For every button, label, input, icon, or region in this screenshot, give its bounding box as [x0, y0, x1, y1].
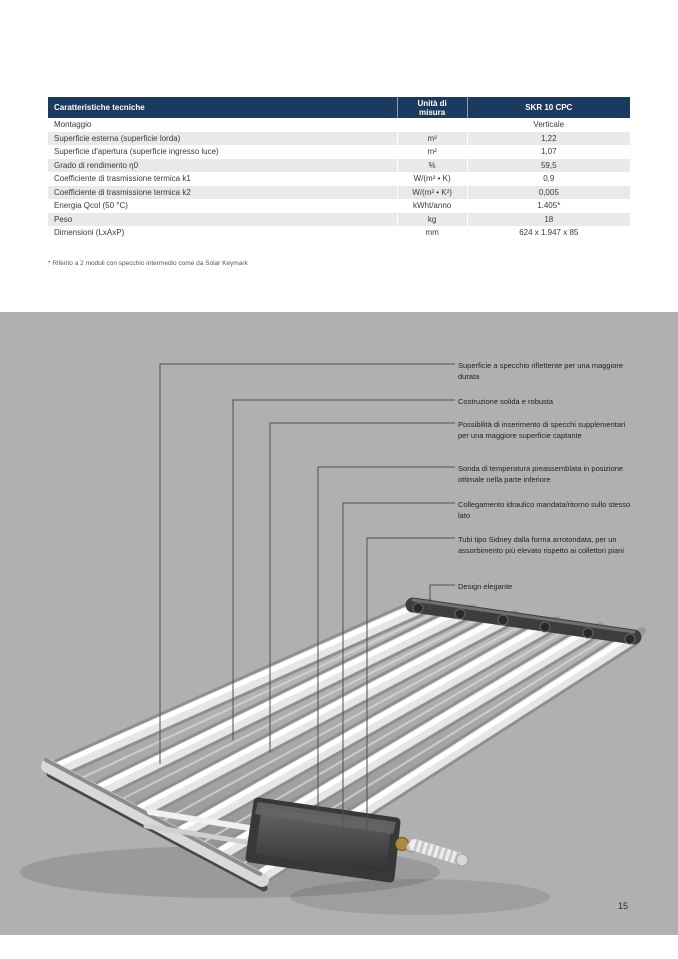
col-header-unita: Unità di misura	[397, 97, 467, 118]
callout-label-solid-construction: Costruzione solida e robusta	[458, 397, 554, 406]
spec-value-cell: 0,005	[467, 186, 630, 200]
callout-label-sidney-tubes: Tubi tipo Sidney dalla forma arrotondata, per un assorbimento più elevato rispetto ai collettori piani	[458, 535, 624, 556]
spec-table-section	[48, 97, 630, 240]
spec-value-cell: 624 x 1.947 x 85	[467, 226, 630, 240]
spec-label-cell: Superficie esterna (superficie lorda)	[54, 133, 181, 143]
spec-unit-cell: W/(m² • K²)	[397, 186, 467, 200]
page-number: 15	[617, 901, 628, 911]
callout-label-extra-mirrors: Possibilità di inserimento di specchi supplementari per una maggiore superficie captante	[458, 420, 626, 441]
spec-label-cell: Coefficiente di trasmissione termica k1	[54, 174, 191, 184]
spec-value-cell: 1,07	[467, 145, 630, 159]
table-row	[48, 118, 630, 132]
spec-value-cell: 1.405*	[467, 199, 630, 213]
spec-unit-cell: m²	[397, 132, 467, 146]
callout-label-mirror-surface: Superficie a specchio riflettente per una maggiore durata	[458, 361, 624, 382]
spec-table	[48, 97, 630, 240]
footnote: * Riferito a 2 moduli con specchio intermedio come da Solar Keymark	[48, 260, 248, 267]
spec-label-cell: Montaggio	[54, 120, 92, 130]
callout-label-hydraulic-connection: Collegamento idraulico mandata/ritorno sullo stesso lato	[458, 500, 631, 521]
spec-unit-cell: mm	[397, 226, 467, 240]
spec-unit-cell: kg	[397, 213, 467, 227]
table-row	[48, 199, 630, 213]
product-illustration-section	[0, 312, 678, 935]
spec-value-cell: 18	[467, 213, 630, 227]
table-row	[48, 213, 630, 227]
spec-label-cell: Peso	[54, 214, 73, 224]
callout-label-elegant-design: Design elegante	[458, 582, 513, 591]
callout-label-temperature-probe: Sonda di temperatura preassemblata in posizione ottimale nella parte inferiore	[458, 464, 624, 485]
table-row	[48, 186, 630, 200]
spec-unit-cell: m²	[397, 145, 467, 159]
spec-unit-cell: kWht/anno	[397, 199, 467, 213]
spec-value-cell: 0,9	[467, 172, 630, 186]
spec-label-cell: Superficie d'apertura (superficie ingresso luce)	[54, 147, 219, 157]
col-header-caratteristiche: Caratteristiche tecniche	[48, 97, 397, 118]
table-row	[48, 172, 630, 186]
spec-unit-cell	[397, 118, 467, 132]
table-row	[48, 226, 630, 240]
spec-label-cell: Coefficiente di trasmissione termica k2	[54, 187, 191, 197]
spec-value-cell: 59,5	[467, 159, 630, 173]
table-row	[48, 159, 630, 173]
col-header-product: SKR 10 CPC	[467, 97, 630, 118]
spec-label-cell: Dimensioni (LxAxP)	[54, 228, 125, 238]
spec-label-cell: Grado di rendimento η0	[54, 160, 139, 170]
spec-unit-cell: %	[397, 159, 467, 173]
spec-label-cell: Energia Qcol (50 °C)	[54, 201, 128, 211]
table-header-row	[48, 97, 630, 118]
spec-value-cell: 1,22	[467, 132, 630, 146]
spec-value-cell: Verticale	[467, 118, 630, 132]
table-row	[48, 132, 630, 146]
spec-unit-cell: W/(m² • K)	[397, 172, 467, 186]
table-row	[48, 145, 630, 159]
